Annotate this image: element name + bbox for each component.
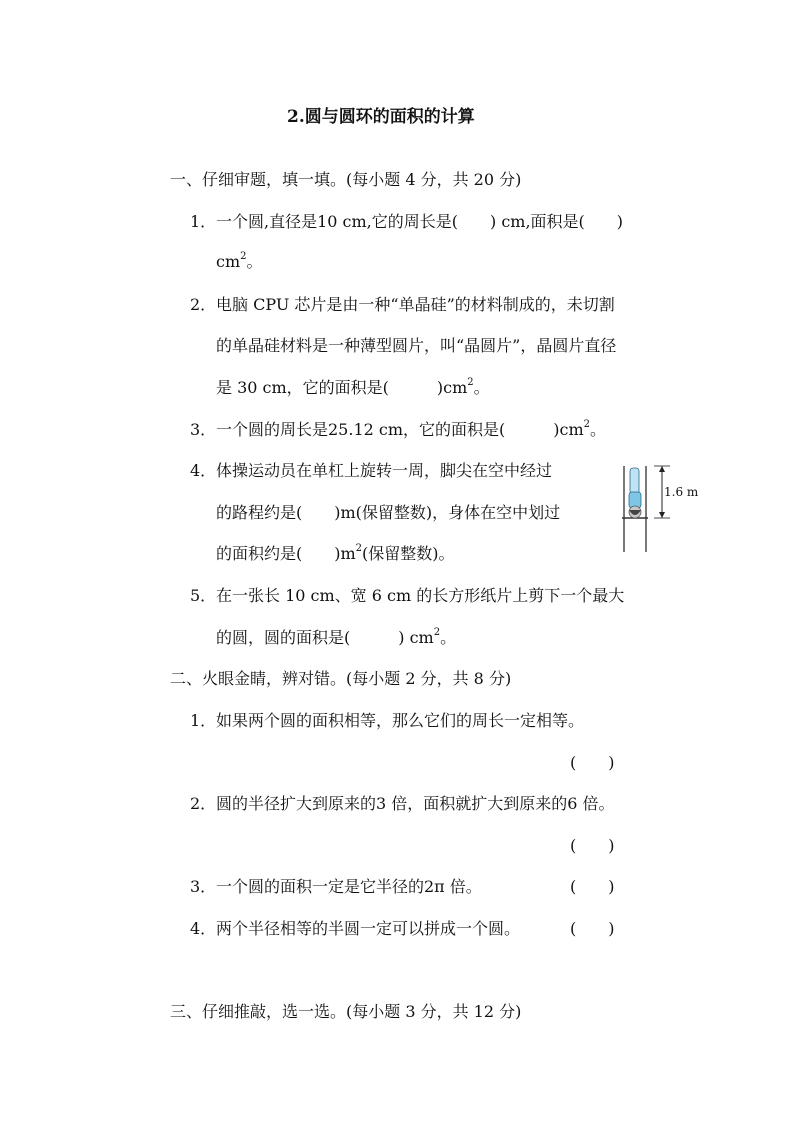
question-1-5-line1 (190, 588, 624, 604)
question-text: 一个圆,直径是10 cm,它的周长是( ) cm,面积是( ) (216, 212, 624, 231)
question-text: 在一张长 10 cm、宽 6 cm 的长方形纸片上剪下一个最大 (216, 586, 625, 605)
question-1-4-line2: 的路程约是( )m(保留整数)，身体在空中划过 (216, 503, 561, 522)
superscript: 2 (467, 377, 474, 388)
question-1-4-line1 (190, 463, 552, 479)
answer-bracket-2-4[interactable]: ( ) (570, 919, 615, 938)
punctuation: 。 (473, 378, 490, 397)
question-text: 一个圆的周长是25.12 cm，它的面积是( )cm (216, 420, 584, 439)
section-2-header: 二、火眼金睛，辨对错。(每小题 2 分，共 8 分) (170, 669, 512, 688)
question-text: 圆的半径扩大到原来的3 倍，面积就扩大到原来的6 倍。 (216, 794, 615, 813)
unit-text: cm (216, 252, 241, 271)
question-number: 2． (190, 295, 217, 314)
question-2-3 (190, 879, 482, 895)
punctuation: 。 (440, 628, 457, 647)
question-number: 2． (190, 794, 217, 813)
section-1-header: 一、仔细审题，填一填。(每小题 4 分，共 20 分) (170, 170, 522, 189)
question-1-4-line3 (216, 543, 455, 563)
superscript: 2 (240, 251, 247, 262)
answer-bracket-2-3[interactable]: ( ) (570, 877, 615, 896)
question-text: 电脑 CPU 芯片是由一种“单晶硅”的材料制成的，未切割 (216, 295, 615, 314)
question-number: 5． (190, 586, 217, 605)
punctuation: 。 (246, 252, 263, 271)
question-1-2-line1 (190, 297, 615, 313)
section-3-header: 三、仔细推敲，选一选。(每小题 3 分，共 12 分) (170, 1002, 522, 1021)
question-text: 一个圆的面积一定是它半径的2π 倍。 (216, 877, 482, 896)
question-number: 4． (190, 919, 217, 938)
superscript: 2 (433, 627, 441, 638)
question-2-1 (190, 713, 584, 729)
superscript: 2 (583, 419, 591, 430)
punctuation: 。 (590, 420, 607, 439)
question-1-1-line1 (190, 214, 623, 230)
question-text: 的圆，圆的面积是( ) cm (216, 628, 434, 647)
question-number: 3． (190, 877, 217, 896)
question-text: 是 30 cm，它的面积是( )cm (216, 378, 468, 397)
question-1-2-line2: 的单晶硅材料是一种薄型圆片，叫“晶圆片”，晶圆片直径 (216, 336, 617, 355)
question-number: 4． (190, 461, 217, 480)
question-1-1-line2 (216, 251, 263, 271)
question-text-end: (保留整数)。 (362, 544, 455, 563)
question-number: 3． (190, 420, 217, 439)
question-text: 两个半径相等的半圆一定可以拼成一个圆。 (216, 919, 521, 938)
gymnast-on-bar-icon (618, 462, 708, 554)
superscript: 2 (355, 543, 363, 554)
gymnast-figure (618, 462, 708, 554)
page-title: 2.圆与圆环的面积的计算 (287, 107, 475, 127)
height-label: 1.6 m (664, 485, 699, 499)
question-1-5-line2 (216, 627, 457, 647)
question-1-2-line3 (216, 377, 490, 397)
question-1-3 (190, 419, 607, 439)
question-text: 如果两个圆的面积相等，那么它们的周长一定相等。 (216, 711, 585, 730)
question-text: 的面积约是( )m (216, 544, 356, 563)
question-2-4 (190, 921, 520, 937)
question-number: 1． (190, 711, 217, 730)
question-number: 1． (190, 212, 217, 231)
question-2-2 (190, 796, 615, 812)
answer-bracket-2-1[interactable]: ( ) (570, 753, 615, 772)
answer-bracket-2-2[interactable]: ( ) (570, 836, 615, 855)
question-text: 体操运动员在单杠上旋转一周，脚尖在空中经过 (216, 461, 553, 480)
